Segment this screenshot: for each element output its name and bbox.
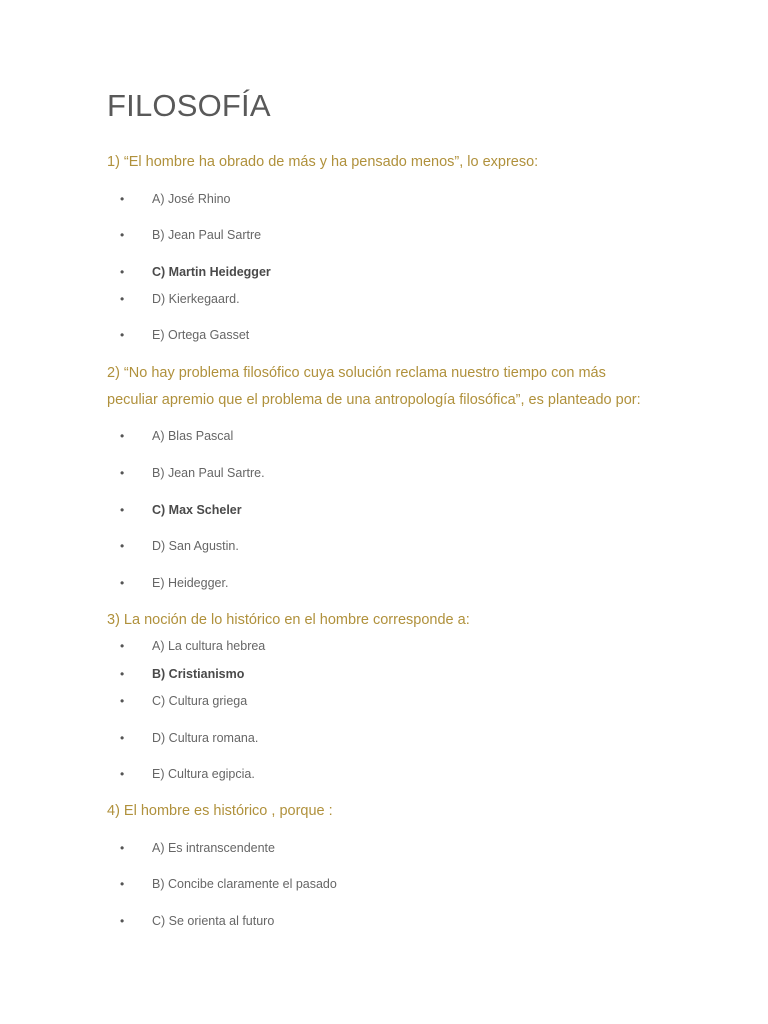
option-3b [120,664,244,684]
bullet: • [120,731,125,745]
option-label: C) Se orienta al futuro [152,914,275,928]
option-1b [120,225,261,245]
question-2-line-1: 2) “No hay problema filosófico cuya solución reclama nuestro tiempo con más [107,365,606,381]
option-1e [120,325,249,345]
option-2c [120,500,242,520]
option-label: A) Es intranscendente [152,841,275,855]
bullet: • [120,914,125,928]
bullet: • [120,265,125,279]
page-title: FILOSOFÍA [107,88,271,123]
option-1d [120,289,240,309]
bullet: • [120,667,125,681]
option-label: E) Ortega Gasset [152,328,250,342]
option-label: E) Cultura egipcia. [152,767,255,781]
question-1: 1) “El hombre ha obrado de más y ha pensado menos”, lo expreso: [107,154,539,170]
option-label: B) Cristianismo [152,667,245,681]
bullet: • [120,192,125,206]
option-label: B) Jean Paul Sartre. [152,466,265,480]
question-2-line-2: peculiar apremio que el problema de una antropología filosófica”, es planteado por: [107,392,641,408]
option-label: E) Heidegger. [152,576,229,590]
option-3a [120,636,265,656]
bullet: • [120,328,125,342]
option-3e [120,764,255,784]
option-4a [120,838,275,858]
bullet: • [120,576,125,590]
bullet: • [120,429,125,443]
option-3d [120,728,258,748]
option-2e [120,573,228,593]
option-label: D) Kierkegaard. [152,292,240,306]
option-label: B) Concibe claramente el pasado [152,877,337,891]
option-label: D) Cultura romana. [152,731,259,745]
option-label: C) Martin Heidegger [152,265,271,279]
bullet: • [120,877,125,891]
question-4: 4) El hombre es histórico , porque : [107,803,333,819]
option-label: A) José Rhino [152,192,231,206]
bullet: • [120,767,125,781]
option-label: A) Blas Pascal [152,429,234,443]
option-1c [120,262,271,282]
option-label: C) Cultura griega [152,694,248,708]
bullet: • [120,466,125,480]
option-2d [120,536,239,556]
bullet: • [120,228,125,242]
option-3c [120,691,247,711]
option-2a [120,426,233,446]
bullet: • [120,694,125,708]
option-label: D) San Agustin. [152,539,239,553]
option-4c [120,911,274,931]
option-label: C) Max Scheler [152,503,242,517]
option-label: A) La cultura hebrea [152,639,266,653]
option-1a [120,189,231,209]
bullet: • [120,539,125,553]
bullet: • [120,503,125,517]
option-label: B) Jean Paul Sartre [152,228,262,242]
bullet: • [120,639,125,653]
bullet: • [120,841,125,855]
option-4b [120,874,337,894]
option-2b [120,463,265,483]
question-3: 3) La noción de lo histórico en el hombre corresponde a: [107,612,470,628]
bullet: • [120,292,125,306]
